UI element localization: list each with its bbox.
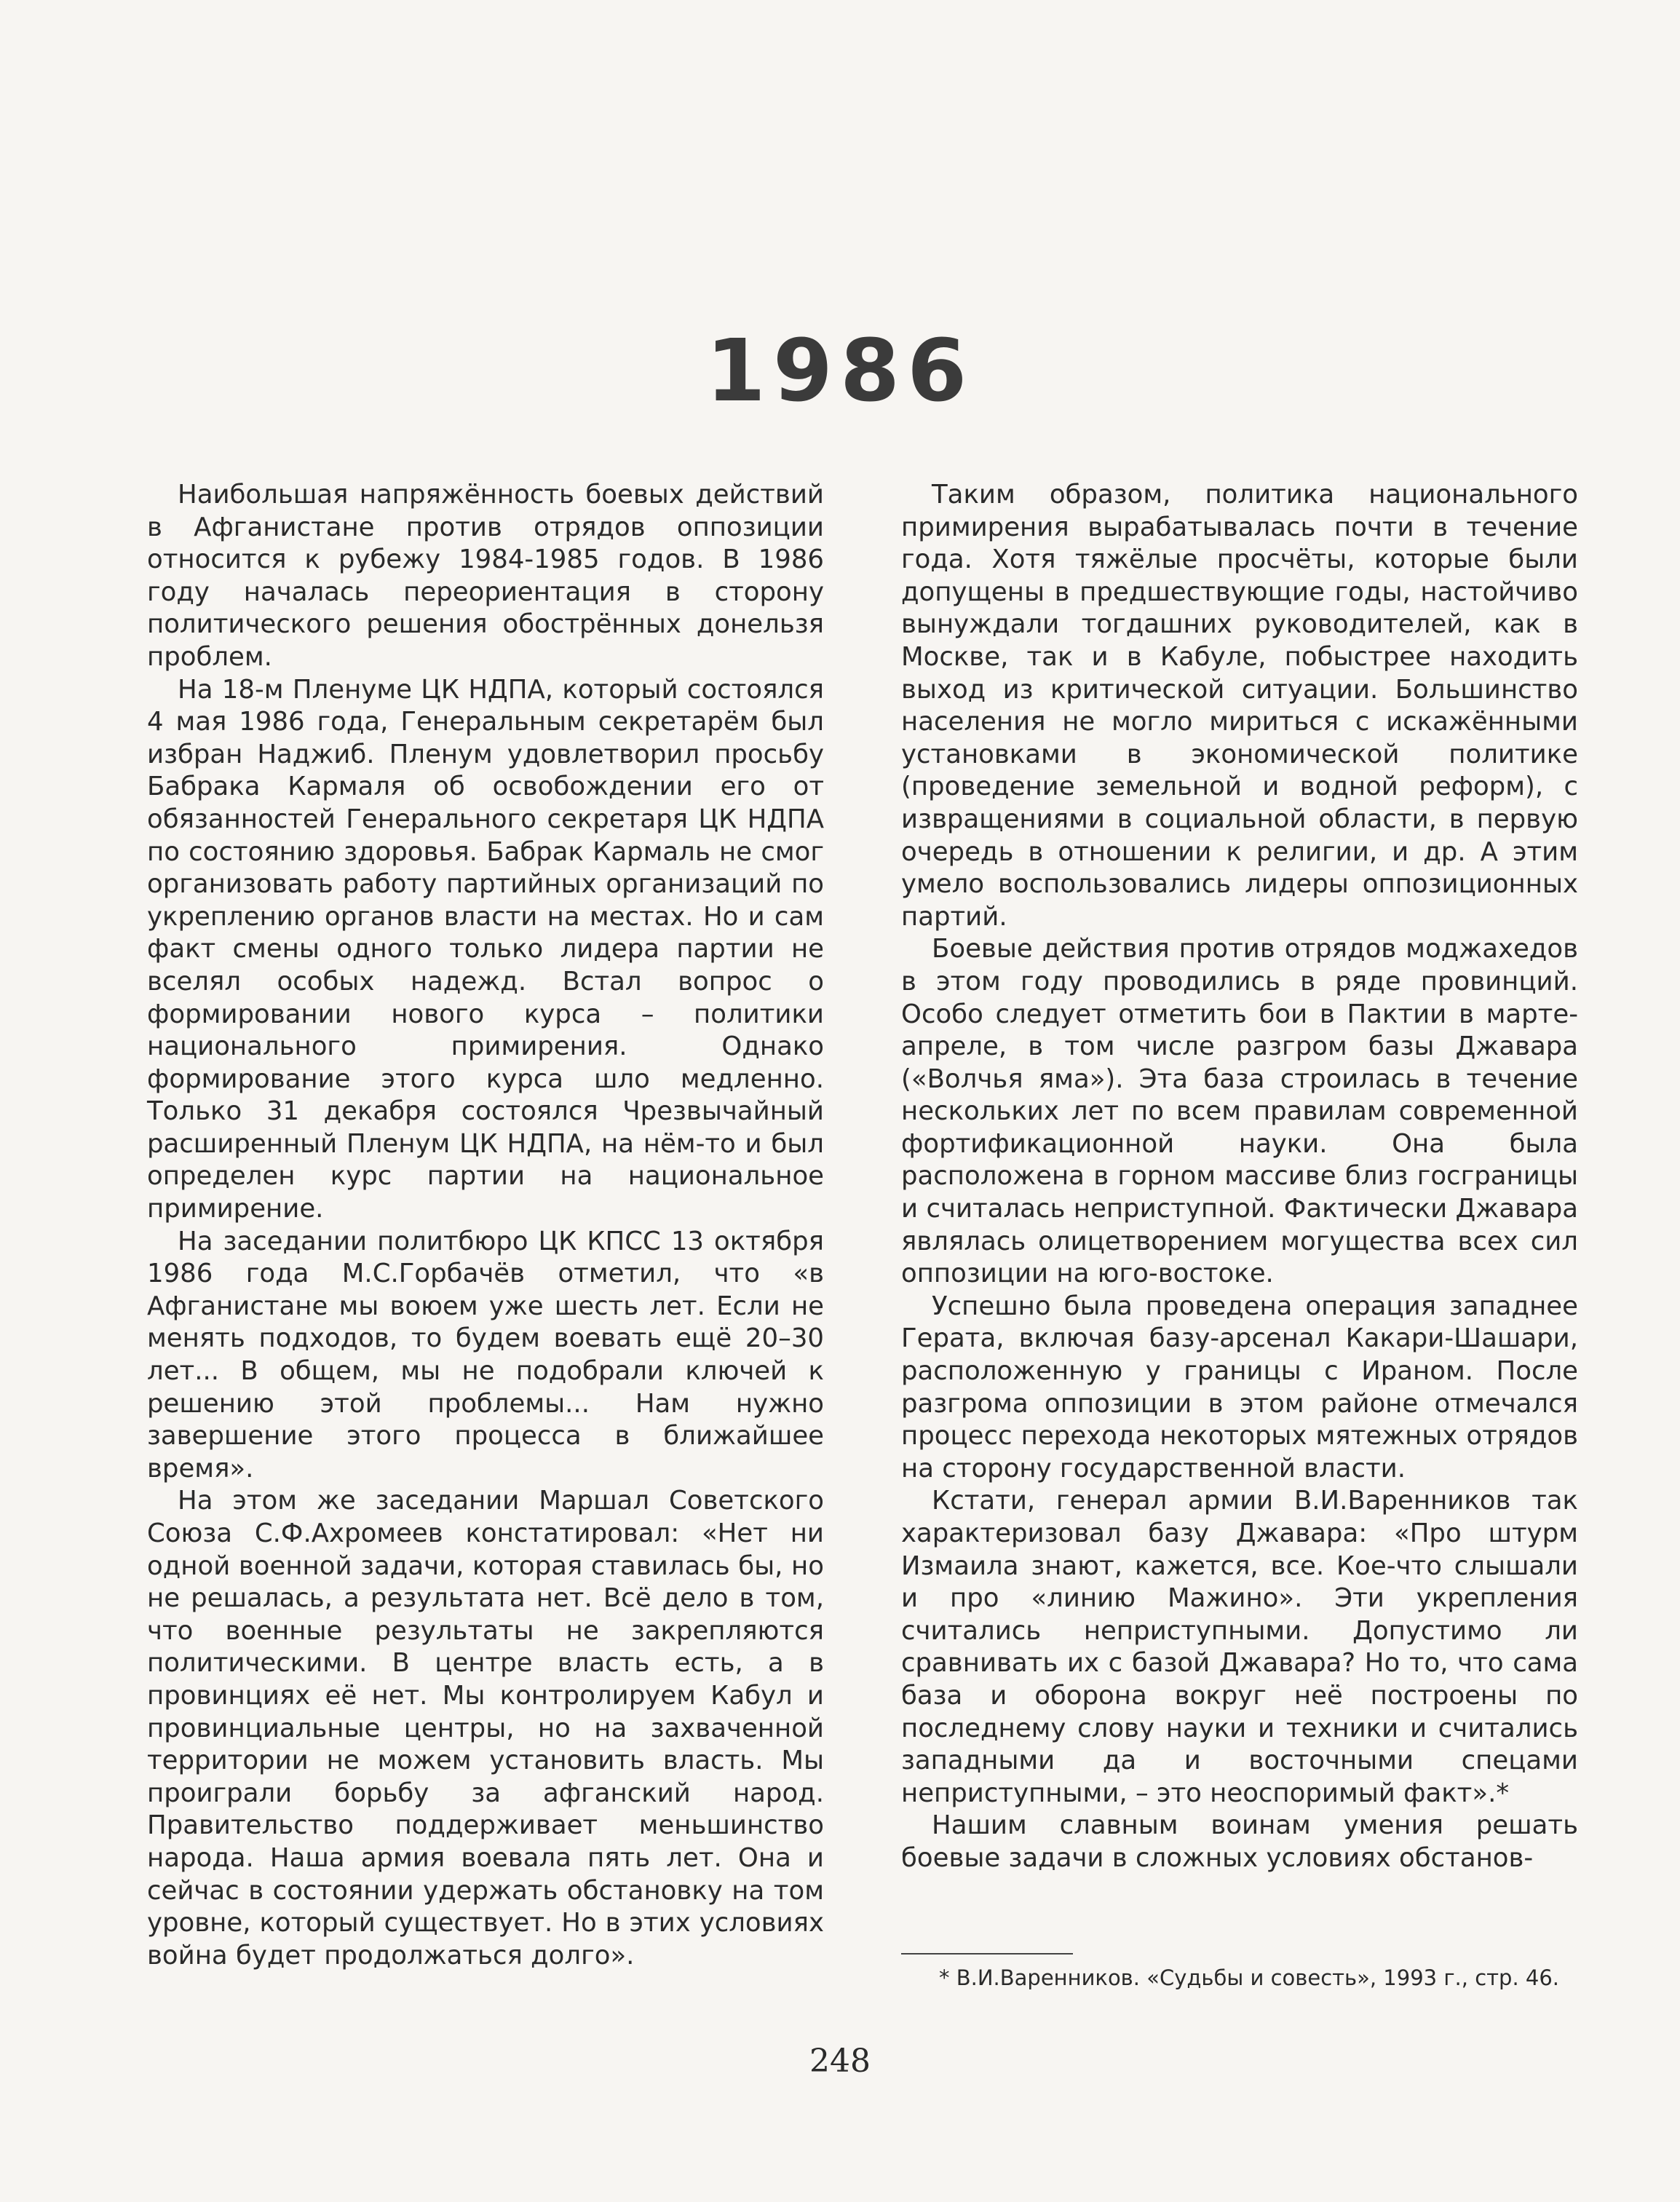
paragraph: Боевые действия против отрядов моджахедов в этом году проводились в ряде провинций. Особо следует отметить бои в Пактии в марте-апреле, в том числе разгром базы Джавара («Волчья яма»). Эта база строилась в течение нескольких лет по всем правилам современной фортификационной науки. Она была расположена в горном массиве близ госграницы и считалась неприступной. Фактически Джавара являлась олицетворением могущества всех сил оппозиции на юго-востоке.	[901, 934, 1578, 1289]
paragraph: Нашим славным воинам умения решать боевые задачи в сложных условиях обстанов-	[901, 1810, 1578, 1873]
paragraph: На 18-м Пленуме ЦК НДПА, который состоялся 4 мая 1986 года, Генеральным секретарём был избран Наджиб. Пленум удовлетворил просьбу Бабрака Кармаля об освобождении его от обязанностей Генерального секретаря ЦК НДПА по состоянию здоровья. Бабрак Кармаль не смог организовать работу партийных организаций по укреплению органов власти на местах. Но и сам факт смены одного только лидера партии не вселял особых надежд. Встал вопрос о формировании нового курса – политики национального примирения. Однако формирование этого курса шло медленно. Только 31 декабря состоялся Чрезвычайный расширенный Пленум ЦК НДПА, на нём-то и был определен курс партии на национальное примирение.	[147, 674, 824, 1224]
page-heading: 1986	[705, 320, 975, 421]
paragraph: На этом же заседании Маршал Советского Союза С.Ф.Ахромеев констатировал: «Нет ни одной военной задачи, которая ставилась бы, но не решалась, а результата нет. Всё дело в том, что военные результаты не закрепляются политическими. В центре власть есть, а в провинциях её нет. Мы контролируем Кабул и провинциальные центры, но на захваченной территории не можем установить власть. Мы проиграли борьбу за афганский народ. Правительство поддерживает меньшинство народа. Наша армия воевала пять лет. Она и сейчас в состоянии удержать обстановку на том уровне, который существует. Но в этих условиях война будет продолжаться долго».	[147, 1486, 824, 1971]
paragraph: Таким образом, политика национального примирения вырабатывалась почти в течение года. Хотя тяжёлые просчёты, которые были допущены в предшествующие годы, настойчиво вынуждали тогдашних руководителей, как в Москве, так и в Кабуле, побыстрее находить выход из критической ситуации. Большинство населения не могло мириться с искажёнными установками в экономической политике (проведение земельной и водной реформ), с извращениями в социальной области, в первую очередь в отношении к религии, и др. А этим умело воспользовались лидеры оппозиционных партий.	[901, 480, 1578, 932]
footnote: * В.И.Варенников. «Судьбы и совесть», 1993 г., стр. 46.	[939, 1965, 1560, 1990]
left-column	[147, 479, 824, 1972]
footnote-divider	[901, 1953, 1073, 1955]
paragraph: На заседании политбюро ЦК КПСС 13 октября 1986 года М.С.Горбачёв отметил, что «в Афганистане мы воюем уже шесть лет. Если не менять подходов, то будем воевать ещё 20–30 лет... В общем, мы не подобрали ключей к решению этой проблемы... Нам нужно завершение этого процесса в ближайшее время».	[147, 1226, 824, 1484]
right-column	[901, 479, 1578, 1875]
paragraph: Кстати, генерал армии В.И.Варенников так характеризовал базу Джавара: «Про штурм Измаила знают, кажется, все. Кое-что слышали и про «линию Мажино». Эти укрепления считались неприступными. Допустимо ли сравнивать их с базой Джавара? Но то, что сама база и оборона вокруг неё построены по последнему слову науки и техники и считались западными да и восточными спецами неприступными, – это неоспоримый факт».*	[901, 1486, 1578, 1808]
page-number: 248	[809, 2043, 871, 2080]
paragraph: Наибольшая напряжённость боевых действий в Афганистане против отрядов оппозиции относится к рубежу 1984-1985 годов. В 1986 году началась переориентация в сторону политического решения обострённых донельзя проблем.	[147, 480, 824, 672]
paragraph: Успешно была проведена операция западнее Герата, включая базу-арсенал Какари-Шашари, расположенную у границы с Ираном. После разгрома оппозиции в этом районе отмечался процесс перехода некоторых мятежных отрядов на сторону государственной власти.	[901, 1291, 1578, 1484]
